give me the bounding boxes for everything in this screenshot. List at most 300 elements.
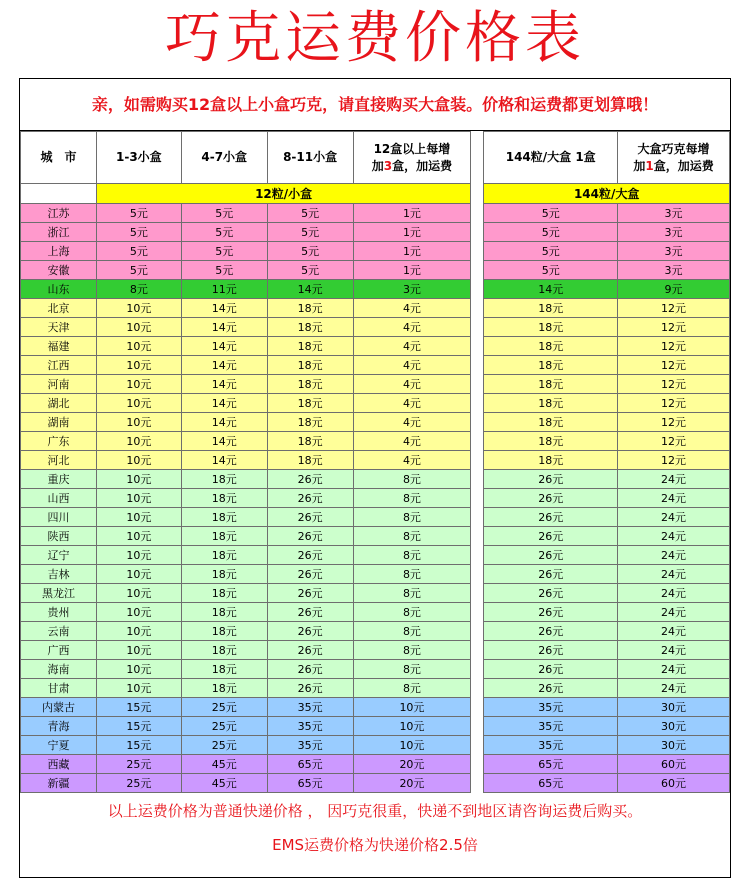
city-cell: 四川 [21, 508, 97, 527]
price-cell: 18元 [181, 584, 267, 603]
price-cell: 5元 [267, 261, 353, 280]
price-cell: 18元 [267, 432, 353, 451]
price-cell: 5元 [96, 204, 181, 223]
table-row [21, 527, 730, 546]
price-cell: 26元 [267, 470, 353, 489]
price-cell: 26元 [267, 546, 353, 565]
price-cell: 10元 [96, 660, 181, 679]
price-cell: 10元 [96, 413, 181, 432]
price-cell: 35元 [484, 698, 618, 717]
row-gap [471, 299, 484, 318]
price-cell: 10元 [353, 736, 471, 755]
table-row [21, 660, 730, 679]
price-cell: 35元 [267, 736, 353, 755]
price-cell: 24元 [618, 565, 730, 584]
price-cell: 3元 [618, 261, 730, 280]
price-cell: 8元 [353, 565, 471, 584]
row-gap [471, 204, 484, 223]
price-cell: 24元 [618, 584, 730, 603]
price-cell: 10元 [96, 641, 181, 660]
price-cell: 10元 [96, 508, 181, 527]
table-row [21, 242, 730, 261]
price-cell: 5元 [267, 223, 353, 242]
table-row [21, 717, 730, 736]
price-cell: 26元 [484, 641, 618, 660]
price-cell: 30元 [618, 717, 730, 736]
row-gap [471, 565, 484, 584]
price-cell: 5元 [267, 204, 353, 223]
city-cell: 广东 [21, 432, 97, 451]
header-row [21, 132, 730, 184]
city-cell: 宁夏 [21, 736, 97, 755]
price-cell: 26元 [267, 660, 353, 679]
city-cell: 江西 [21, 356, 97, 375]
price-cell: 65元 [484, 755, 618, 774]
price-cell: 8元 [353, 508, 471, 527]
table-row [21, 470, 730, 489]
notice-banner: 亲，如需购买12盒以上小盒巧克，请直接购买大盒装。价格和运费都更划算哦！ [20, 79, 730, 131]
price-cell: 18元 [484, 356, 618, 375]
price-cell: 4元 [353, 356, 471, 375]
city-cell: 山东 [21, 280, 97, 299]
price-cell: 5元 [267, 242, 353, 261]
row-gap [471, 641, 484, 660]
price-cell: 18元 [181, 679, 267, 698]
price-cell: 18元 [181, 508, 267, 527]
price-cell: 18元 [267, 356, 353, 375]
price-cell: 15元 [96, 717, 181, 736]
price-cell: 18元 [267, 375, 353, 394]
price-cell: 35元 [484, 717, 618, 736]
table-row [21, 774, 730, 793]
price-cell: 24元 [618, 508, 730, 527]
price-cell: 5元 [484, 204, 618, 223]
subheader-gap [471, 184, 484, 204]
header-extra-small [353, 132, 471, 184]
city-cell: 吉林 [21, 565, 97, 584]
subheader-large-box: 144粒/大盒 [484, 184, 730, 204]
city-cell: 安徽 [21, 261, 97, 280]
price-cell: 24元 [618, 660, 730, 679]
price-cell: 5元 [484, 261, 618, 280]
price-cell: 26元 [267, 584, 353, 603]
price-cell: 45元 [181, 755, 267, 774]
price-cell: 15元 [96, 698, 181, 717]
price-cell: 18元 [484, 394, 618, 413]
price-cell: 14元 [484, 280, 618, 299]
header-extra-small-post: 盒，加运费 [392, 158, 453, 173]
price-cell: 4元 [353, 413, 471, 432]
price-cell: 4元 [353, 337, 471, 356]
price-cell: 10元 [353, 717, 471, 736]
price-cell: 10元 [96, 527, 181, 546]
price-cell: 1元 [353, 204, 471, 223]
city-cell: 云南 [21, 622, 97, 641]
price-cell: 8元 [353, 603, 471, 622]
price-cell: 10元 [96, 375, 181, 394]
price-cell: 18元 [267, 413, 353, 432]
row-gap [471, 527, 484, 546]
city-cell: 河南 [21, 375, 97, 394]
row-gap [471, 318, 484, 337]
price-cell: 26元 [484, 565, 618, 584]
price-cell: 5元 [484, 242, 618, 261]
price-cell: 20元 [353, 774, 471, 793]
price-cell: 18元 [267, 318, 353, 337]
price-cell: 18元 [181, 527, 267, 546]
price-cell: 18元 [181, 565, 267, 584]
price-cell: 45元 [181, 774, 267, 793]
price-cell: 26元 [267, 508, 353, 527]
price-cell: 26元 [267, 641, 353, 660]
price-cell: 10元 [353, 698, 471, 717]
table-row [21, 375, 730, 394]
header-extra-large-post: 盒，加运费 [653, 158, 714, 173]
price-cell: 35元 [267, 717, 353, 736]
price-cell: 14元 [181, 394, 267, 413]
price-cell: 10元 [96, 451, 181, 470]
header-city: 城 市 [21, 132, 97, 184]
row-gap [471, 375, 484, 394]
row-gap [471, 451, 484, 470]
table-row [21, 337, 730, 356]
city-cell: 辽宁 [21, 546, 97, 565]
table-row [21, 413, 730, 432]
price-cell: 8元 [96, 280, 181, 299]
price-cell: 3元 [618, 204, 730, 223]
price-cell: 1元 [353, 242, 471, 261]
price-sheet [19, 78, 731, 878]
price-cell: 26元 [484, 546, 618, 565]
price-cell: 4元 [353, 318, 471, 337]
city-cell: 广西 [21, 641, 97, 660]
city-cell: 福建 [21, 337, 97, 356]
price-cell: 18元 [484, 375, 618, 394]
row-gap [471, 755, 484, 774]
price-cell: 26元 [484, 470, 618, 489]
price-cell: 10元 [96, 470, 181, 489]
shipping-table [20, 131, 730, 793]
price-cell: 4元 [353, 432, 471, 451]
price-cell: 8元 [353, 641, 471, 660]
price-cell: 3元 [618, 242, 730, 261]
city-cell: 上海 [21, 242, 97, 261]
price-cell: 18元 [484, 337, 618, 356]
price-cell: 12元 [618, 394, 730, 413]
price-cell: 30元 [618, 698, 730, 717]
table-row [21, 755, 730, 774]
price-cell: 12元 [618, 356, 730, 375]
price-cell: 8元 [353, 470, 471, 489]
header-extra-small-pre: 加 [371, 158, 384, 173]
row-gap [471, 413, 484, 432]
city-cell: 陕西 [21, 527, 97, 546]
header-extra-large [618, 132, 730, 184]
price-cell: 14元 [181, 375, 267, 394]
price-cell: 1元 [353, 261, 471, 280]
price-cell: 25元 [181, 717, 267, 736]
price-cell: 5元 [181, 223, 267, 242]
price-cell: 24元 [618, 489, 730, 508]
price-cell: 18元 [267, 451, 353, 470]
city-cell: 贵州 [21, 603, 97, 622]
table-row [21, 318, 730, 337]
price-cell: 25元 [181, 736, 267, 755]
table-row [21, 622, 730, 641]
city-cell: 甘肃 [21, 679, 97, 698]
header-extra-large-pre: 加 [633, 158, 646, 173]
price-cell: 14元 [181, 356, 267, 375]
price-cell: 4元 [353, 299, 471, 318]
table-row [21, 280, 730, 299]
price-cell: 26元 [484, 584, 618, 603]
price-cell: 8元 [353, 622, 471, 641]
price-cell: 26元 [484, 679, 618, 698]
price-cell: 14元 [181, 337, 267, 356]
city-cell: 西藏 [21, 755, 97, 774]
price-cell: 3元 [353, 280, 471, 299]
price-cell: 25元 [96, 755, 181, 774]
header-extra-small-line1: 12盒以上每增 [373, 141, 451, 156]
table-row [21, 508, 730, 527]
price-cell: 65元 [484, 774, 618, 793]
price-cell: 18元 [181, 641, 267, 660]
price-cell: 18元 [484, 451, 618, 470]
price-cell: 25元 [96, 774, 181, 793]
price-cell: 18元 [181, 603, 267, 622]
row-gap [471, 242, 484, 261]
price-cell: 8元 [353, 584, 471, 603]
price-cell: 10元 [96, 318, 181, 337]
table-row [21, 451, 730, 470]
price-cell: 5元 [96, 223, 181, 242]
city-cell: 黑龙江 [21, 584, 97, 603]
price-cell: 65元 [267, 774, 353, 793]
price-cell: 24元 [618, 641, 730, 660]
price-cell: 12元 [618, 451, 730, 470]
price-cell: 12元 [618, 413, 730, 432]
price-cell: 10元 [96, 299, 181, 318]
price-cell: 18元 [267, 394, 353, 413]
price-cell: 26元 [267, 527, 353, 546]
price-cell: 10元 [96, 432, 181, 451]
price-cell: 14元 [181, 318, 267, 337]
header-8-11: 8-11小盒 [267, 132, 353, 184]
row-gap [471, 717, 484, 736]
subheader-row [21, 184, 730, 204]
header-large-1: 144粒/大盒 1盒 [484, 132, 618, 184]
table-row [21, 299, 730, 318]
table-row [21, 432, 730, 451]
price-cell: 24元 [618, 622, 730, 641]
header-extra-large-line1: 大盒巧克每增 [637, 141, 710, 156]
price-cell: 10元 [96, 622, 181, 641]
price-cell: 26元 [267, 565, 353, 584]
price-cell: 10元 [96, 337, 181, 356]
price-cell: 18元 [181, 489, 267, 508]
row-gap [471, 584, 484, 603]
row-gap [471, 603, 484, 622]
price-cell: 10元 [96, 584, 181, 603]
price-cell: 35元 [267, 698, 353, 717]
price-cell: 18元 [181, 470, 267, 489]
row-gap [471, 679, 484, 698]
price-cell: 18元 [484, 413, 618, 432]
header-1-3: 1-3小盒 [96, 132, 181, 184]
price-cell: 10元 [96, 546, 181, 565]
city-cell: 天津 [21, 318, 97, 337]
table-row [21, 261, 730, 280]
price-cell: 26元 [484, 603, 618, 622]
price-cell: 15元 [96, 736, 181, 755]
table-row [21, 356, 730, 375]
price-cell: 5元 [181, 242, 267, 261]
city-cell: 海南 [21, 660, 97, 679]
price-cell: 18元 [484, 432, 618, 451]
row-gap [471, 280, 484, 299]
price-cell: 18元 [484, 318, 618, 337]
price-cell: 8元 [353, 489, 471, 508]
price-cell: 24元 [618, 527, 730, 546]
price-cell: 5元 [181, 261, 267, 280]
price-cell: 3元 [618, 223, 730, 242]
city-cell: 重庆 [21, 470, 97, 489]
price-cell: 12元 [618, 299, 730, 318]
price-cell: 1元 [353, 223, 471, 242]
row-gap [471, 774, 484, 793]
table-row [21, 565, 730, 584]
price-cell: 18元 [267, 337, 353, 356]
price-cell: 26元 [484, 508, 618, 527]
price-cell: 12元 [618, 375, 730, 394]
row-gap [471, 356, 484, 375]
price-cell: 26元 [484, 660, 618, 679]
row-gap [471, 660, 484, 679]
row-gap [471, 736, 484, 755]
row-gap [471, 698, 484, 717]
table-row [21, 223, 730, 242]
price-cell: 5元 [96, 261, 181, 280]
table-body [21, 204, 730, 793]
city-cell: 山西 [21, 489, 97, 508]
footer-note: 以上运费价格为普通快递价格 ， 因巧克很重，快递不到地区请咨询运费后购买。 [107, 802, 643, 820]
price-cell: 9元 [618, 280, 730, 299]
price-cell: 14元 [181, 432, 267, 451]
price-cell: 10元 [96, 679, 181, 698]
price-cell: 10元 [96, 489, 181, 508]
price-cell: 11元 [181, 280, 267, 299]
price-cell: 26元 [484, 527, 618, 546]
city-cell: 浙江 [21, 223, 97, 242]
price-cell: 65元 [267, 755, 353, 774]
price-cell: 24元 [618, 679, 730, 698]
city-cell: 湖北 [21, 394, 97, 413]
row-gap [471, 223, 484, 242]
price-cell: 24元 [618, 470, 730, 489]
subheader-blank [21, 184, 97, 204]
price-cell: 24元 [618, 546, 730, 565]
price-cell: 26元 [267, 489, 353, 508]
price-cell: 10元 [96, 356, 181, 375]
price-cell: 18元 [181, 546, 267, 565]
price-cell: 35元 [484, 736, 618, 755]
row-gap [471, 337, 484, 356]
row-gap [471, 546, 484, 565]
price-cell: 24元 [618, 603, 730, 622]
price-cell: 4元 [353, 451, 471, 470]
footer-ems-note: EMS运费价格为快递价格2.5倍 [272, 836, 478, 854]
price-cell: 26元 [267, 603, 353, 622]
table-row [21, 394, 730, 413]
row-gap [471, 470, 484, 489]
price-cell: 18元 [484, 299, 618, 318]
price-cell: 18元 [181, 622, 267, 641]
table-row [21, 204, 730, 223]
city-cell: 内蒙古 [21, 698, 97, 717]
price-cell: 4元 [353, 394, 471, 413]
subheader-small-box: 12粒/小盒 [96, 184, 470, 204]
price-cell: 12元 [618, 337, 730, 356]
price-cell: 5元 [484, 223, 618, 242]
price-cell: 12元 [618, 318, 730, 337]
price-cell: 8元 [353, 546, 471, 565]
price-cell: 26元 [484, 489, 618, 508]
price-cell: 14元 [181, 451, 267, 470]
price-cell: 8元 [353, 660, 471, 679]
price-cell: 20元 [353, 755, 471, 774]
row-gap [471, 261, 484, 280]
header-extra-small-num: 3 [383, 158, 393, 173]
price-cell: 14元 [181, 413, 267, 432]
table-row [21, 603, 730, 622]
price-cell: 26元 [484, 622, 618, 641]
city-cell: 北京 [21, 299, 97, 318]
price-cell: 60元 [618, 755, 730, 774]
page-title: 巧克运费价格表 [165, 6, 585, 71]
price-cell: 26元 [267, 622, 353, 641]
city-cell: 江苏 [21, 204, 97, 223]
city-cell: 青海 [21, 717, 97, 736]
city-cell: 湖南 [21, 413, 97, 432]
price-cell: 5元 [96, 242, 181, 261]
header-4-7: 4-7小盒 [181, 132, 267, 184]
price-cell: 10元 [96, 394, 181, 413]
city-cell: 河北 [21, 451, 97, 470]
table-row [21, 489, 730, 508]
column-gap [471, 132, 484, 184]
table-row [21, 546, 730, 565]
price-cell: 10元 [96, 565, 181, 584]
price-cell: 18元 [267, 299, 353, 318]
price-cell: 8元 [353, 527, 471, 546]
price-cell: 60元 [618, 774, 730, 793]
city-cell: 新疆 [21, 774, 97, 793]
price-cell: 10元 [96, 603, 181, 622]
price-cell: 18元 [181, 660, 267, 679]
price-cell: 8元 [353, 679, 471, 698]
table-row [21, 584, 730, 603]
table-row [21, 641, 730, 660]
table-row [21, 698, 730, 717]
price-cell: 12元 [618, 432, 730, 451]
price-cell: 26元 [267, 679, 353, 698]
row-gap [471, 508, 484, 527]
price-cell: 14元 [181, 299, 267, 318]
price-cell: 30元 [618, 736, 730, 755]
price-cell: 14元 [267, 280, 353, 299]
table-row [21, 679, 730, 698]
price-cell: 5元 [181, 204, 267, 223]
